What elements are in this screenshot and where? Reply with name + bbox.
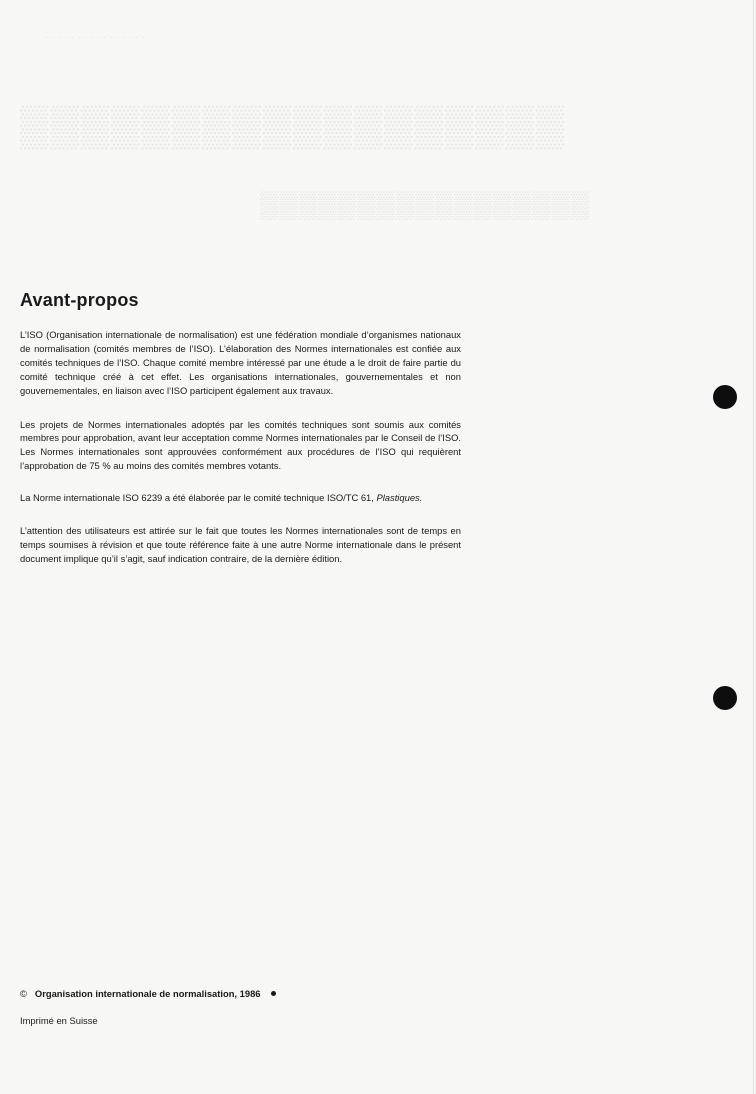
bleed-through-title: ▒▒▒▒▒▒▒▒▒▒▒▒▒▒▒▒▒▒ [20, 103, 567, 148]
page-title: Avant-propos [20, 290, 139, 310]
paragraph-committee [20, 491, 461, 505]
copyright-line [20, 988, 276, 999]
bullet-icon [271, 991, 276, 996]
punch-hole-icon [713, 686, 737, 710]
page-edge [753, 0, 754, 1094]
printed-in: Imprimé en Suisse [20, 1015, 98, 1026]
foreword-body [20, 328, 461, 586]
paragraph-approval: Les projets de Normes internationales adoptés par les comités techniques sont soumis aux comités membres pour approbation, avant leur acceptation comme Normes internationales par le Conseil de l’ISO. Les Normes internationales sont approuvées conformément aux procédures de l’ISO qui requièrent l’approbation de 75 % au moins des comités membres votants. [20, 418, 461, 472]
paragraph-revision: L’attention des utilisateurs est attirée sur le fait que toutes les Normes internationales sont de temps en temps soumises à révision et que toute référence faite à une autre Norme internationale dans le présent document implique qu’il s’agit, sauf indication contraire, de la dernière édition. [20, 525, 461, 564]
bleed-through-subtitle: ▒▒▒▒▒▒▒▒▒▒▒▒▒▒▒▒▒ [260, 190, 591, 219]
copyright-text: Organisation internationale de normalisation, 1986 [34, 988, 261, 999]
committee-name: Plastiques. [376, 492, 423, 504]
copyright-icon: © [20, 988, 27, 999]
paragraph-iso-intro: L’ISO (Organisation internationale de normalisation) est une fédération mondiale d’organismes nationaux de normalisation (comités membres de l’ISO). L’élaboration des Normes internationales est confiée aux comités techniques de l’ISO. Chaque comité membre intéressé par une étude a le droit de faire partie du comité technique créé à cet effet. Les organisations internationales, gouvernementales et non gouvernementales, en liaison avec l’ISO participent également aux travaux. [20, 329, 461, 396]
bleed-through-text: · · · · · · · · · · · · · · · · [45, 32, 145, 44]
committee-text: La Norme internationale ISO 6239 a été élaborée par le comité technique ISO/TC 61, [20, 492, 374, 504]
punch-hole-icon [713, 385, 737, 409]
